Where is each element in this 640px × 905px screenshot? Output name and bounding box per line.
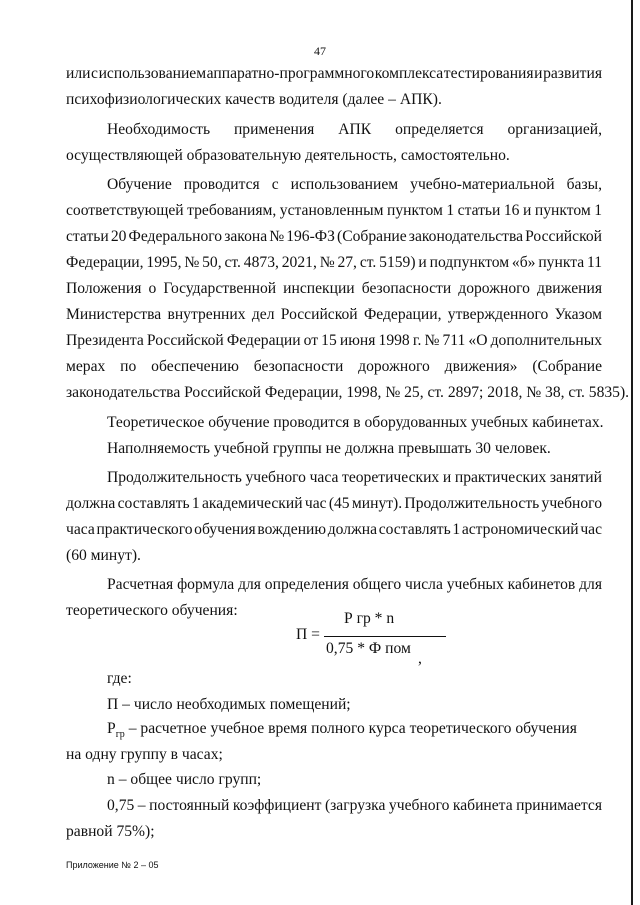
fraction-bar <box>324 636 446 637</box>
room-count-formula <box>296 610 456 668</box>
formula-denominator: 0,75 * Ф пом <box>326 640 411 657</box>
text-line: равной 75%); <box>66 823 155 840</box>
formula-lhs: П = <box>296 626 320 643</box>
text-line: П – число необходимых помещений; <box>107 696 351 713</box>
text-line: Федерации, 1995, № 50, ст. 4873, 2021, № 27, ст. 5159) и подпунктом «б» пункта 11 <box>66 254 602 271</box>
text-line: мерах по обеспечению безопасности дорожного движения» (Собрание <box>66 358 602 375</box>
text-line: на одну группу в часах; <box>66 746 223 763</box>
text-line: часа практического обучения вождению должна составлять 1 астрономический час <box>66 521 602 538</box>
footer-note: Приложение № 2 – 05 <box>66 860 159 870</box>
text-line: Необходимость применения АПК определяется организацией, <box>107 121 602 138</box>
text-line: Положения о Государственной инспекции безопасности дорожного движения <box>66 280 602 297</box>
page-edge-line <box>631 0 633 905</box>
text-line: Теоретическое обучение проводится в оборудованных учебных кабинетах. <box>107 414 604 431</box>
text-line: осуществляющей образовательную деятельность, самостоятельно. <box>66 147 510 164</box>
text-line: Продолжительность учебного часа теоретических и практических занятий <box>107 469 602 486</box>
p-gr-symbol: $Р_{гр}$ <box>107 720 125 741</box>
text-line: законодательства Российской Федерации, 1998, № 25, ст. 2897; 2018, № 38, ст. 5835). <box>66 384 630 401</box>
formula-numerator: Р гр * n <box>344 610 395 627</box>
text-line: Расчетная формула для определения общего числа учебных кабинетов для <box>107 576 602 593</box>
text-line: статьи 20 Федерального закона № 196-ФЗ (Собрание законодательства Российской <box>66 228 602 245</box>
text-line: соответствующей требованиям, установленным пунктом 1 статьи 16 и пунктом 1 <box>66 202 602 219</box>
text-line: Обучение проводится с использованием учебно-материальной базы, <box>107 176 602 193</box>
text-line: должна составлять 1 академический час (45 минут). Продолжительность учебного <box>66 495 602 512</box>
text-line: или с использованием аппаратно-программного комплекса тестирования и развития <box>66 65 602 82</box>
text-line: (60 минут). <box>66 547 141 564</box>
text-line: 0,75 – постоянный коэффициент (загрузка учебного кабинета принимается <box>107 797 602 814</box>
p-gr-definition: – расчетное учебное время полного курса теоретического обучения <box>128 720 577 737</box>
text-line: Президента Российской Федерации от 15 июня 1998 г. № 711 «О дополнительных <box>66 332 602 349</box>
text-line: Наполняемость учебной группы не должна превышать 30 человек. <box>107 440 551 457</box>
page-number: 47 <box>314 44 326 58</box>
text-line: психофизиологических качеств водителя (далее – АПК). <box>66 91 442 108</box>
text-line: n – общее число групп; <box>107 771 262 788</box>
text-line: теоретического обучения: <box>66 602 238 619</box>
text-line: Министерства внутренних дел Российской Федерации, утвержденного Указом <box>66 306 602 323</box>
formula-comma: , <box>418 650 422 667</box>
text-line: где: <box>107 670 132 687</box>
